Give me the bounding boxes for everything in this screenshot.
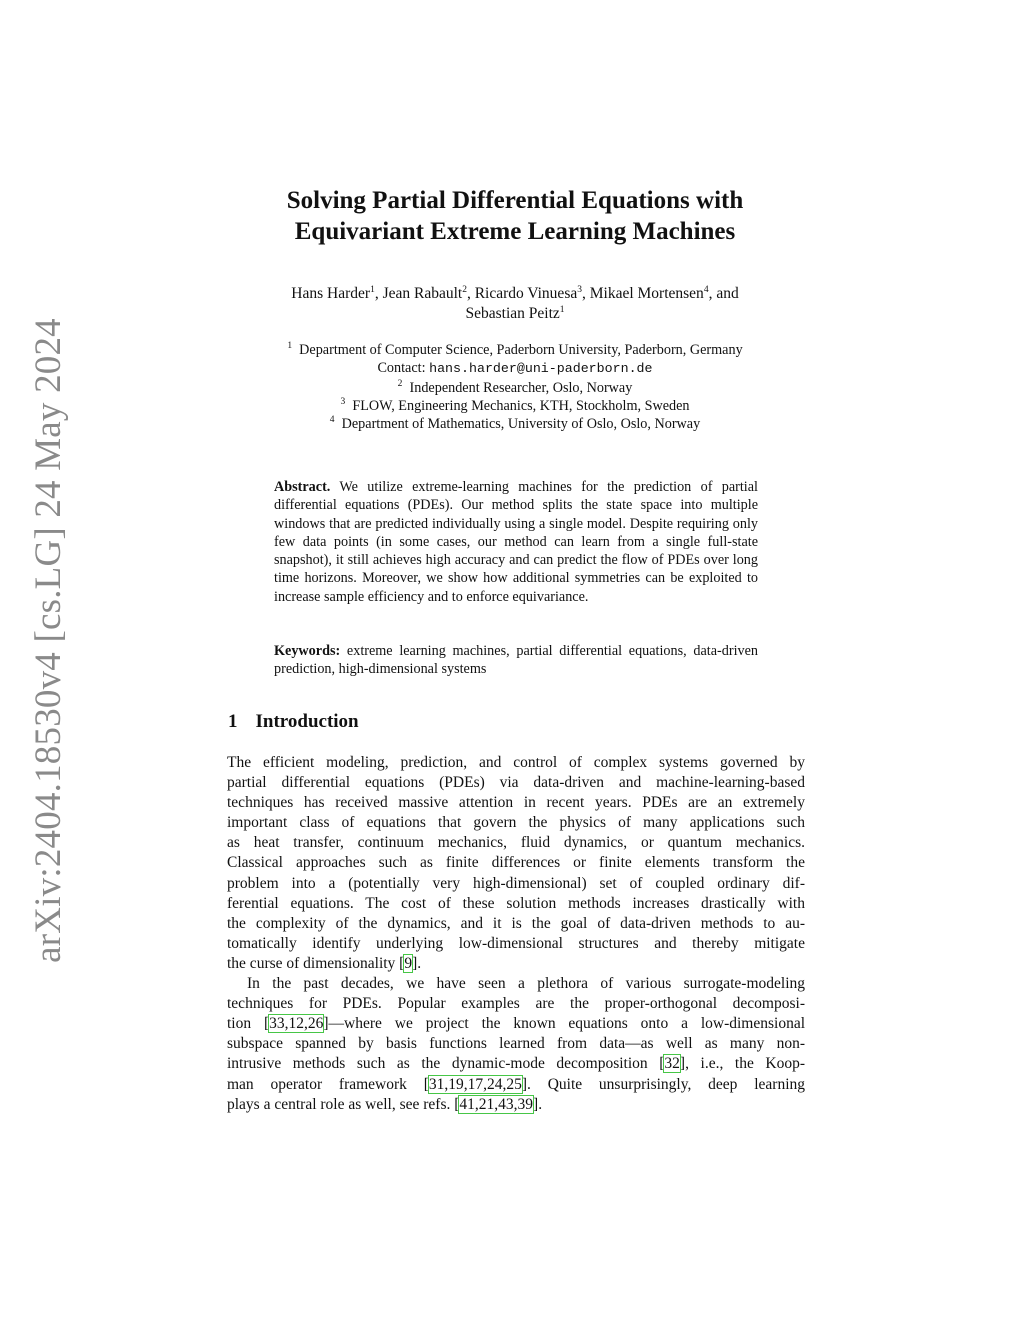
contact-label: Contact:: [377, 360, 430, 377]
author-name: Jean Rabault: [382, 285, 463, 302]
author-affil-mark: 3: [577, 285, 582, 295]
body-line: [227, 1054, 805, 1074]
body-text-run: ]. Quite unsurprisingly, deep learning: [521, 1075, 805, 1093]
body-line: [227, 1014, 805, 1034]
affiliation-text: Independent Researcher, Oslo, Norway: [409, 379, 633, 396]
author-affil-mark: 2: [462, 285, 467, 295]
body-text-run: tion [: [227, 1015, 270, 1033]
body-line: important class of equations that govern the physics of many applications such: [227, 814, 805, 832]
body-text-run: ].: [533, 1095, 543, 1113]
section-number: 1: [228, 711, 238, 732]
body-line: problem into a (potentially very high-dimensional) set of coupled ordinary dif-: [227, 874, 805, 892]
author-affil-mark: 1: [559, 305, 565, 315]
citation-link[interactable]: 9: [404, 954, 413, 972]
affiliation-4: [150, 415, 880, 433]
body-text-run: ]—where we project the known equations onto a low-dimensional: [323, 1015, 806, 1033]
affiliation-text: Department of Computer Science, Paderborn University, Paderborn, Germany: [299, 342, 743, 358]
body-line: the complexity of the dynamics, and it is the goal of data-driven methods to au-: [227, 914, 805, 932]
author-conjunction: , and: [708, 285, 739, 302]
body-line: [227, 1075, 805, 1095]
title-line-2: Equivariant Extreme Learning Machines: [294, 218, 736, 245]
body-text-run: man operator framework [: [227, 1075, 429, 1093]
abstract: [274, 478, 758, 606]
affiliation-text: Department of Mathematics, University of Oslo, Oslo, Norway: [341, 416, 701, 433]
affiliation-mark: 3: [340, 396, 346, 407]
body-line: techniques has received massive attention in recent years. PDEs are an extremely: [227, 794, 805, 812]
keywords-label: Keywords:: [274, 643, 341, 659]
author-line-2: [150, 304, 880, 324]
affiliation-1: [150, 341, 880, 359]
affiliation-text: FLOW, Engineering Mechanics, KTH, Stockholm, Sweden: [352, 397, 690, 414]
arxiv-side-stamp: [27, 317, 69, 963]
body-line: techniques for PDEs. Popular examples are the proper-orthogonal decomposi-: [227, 995, 805, 1013]
arxiv-identifier: arXiv:2404.18530v4 [cs.LG] 24 May 2024: [27, 317, 69, 963]
affiliation-2: [150, 379, 880, 397]
body-line: partial differential equations (PDEs) via data-driven and machine-learning-based: [227, 774, 805, 792]
citation-link[interactable]: 32: [664, 1055, 680, 1073]
affiliation-mark: 1: [287, 341, 293, 351]
citation-link[interactable]: 41,21,43,39: [459, 1095, 534, 1113]
affiliation-mark: 4: [329, 415, 335, 426]
affiliation-mark: 2: [397, 378, 403, 389]
body-line: tomatically identify underlying low-dimensional structures and thereby mitigate: [227, 934, 805, 952]
author-list: [150, 284, 880, 324]
section-title: Introduction: [255, 711, 359, 732]
author-affil-mark: 4: [703, 285, 709, 295]
body-text-run: ], i.e., the Koop-: [679, 1055, 805, 1073]
body-line: as heat transfer, continuum mechanics, fluid dynamics, or quantum mechanics.: [227, 834, 805, 852]
author-line-1: Hans Harder$^1$, Jean Rabault$^2$, Ricardo Vinuesa$^3$, Mikael Mortensen$^4$, and: [291, 285, 739, 302]
body-text-run: plays a central role as well, see refs. [: [227, 1095, 460, 1113]
body-line: The efficient modeling, prediction, and control of complex systems governed by: [227, 754, 805, 771]
citation-link[interactable]: 31,19,17,24,25: [428, 1075, 522, 1093]
citation-link[interactable]: 33,12,26: [269, 1015, 324, 1033]
body-line: ferential equations. The cost of these solution methods increases drastically with: [227, 894, 805, 912]
author-name: Hans Harder: [291, 285, 371, 302]
author-name: Sebastian Peitz: [465, 305, 560, 322]
body-line: subspace spanned by basis functions learned from data—as well as many non-: [227, 1035, 805, 1053]
body-text-run: the curse of dimensionality [: [227, 954, 405, 972]
affiliation-list: [150, 341, 880, 433]
abstract-text: We utilize extreme-learning machines for the prediction of partial differential equations (PDEs). Our method splits the state space into multiple windows that are predicted individually using a single model. Despite requiring only few data points (in some cases, our method can learn from a single full-state snapshot), it still achieves high accuracy and can predict the flow of PDEs over long time horizons. Moreover, we show how additional symmetries can be exploited to increase sample efficiency and to enforce equivariance.: [274, 479, 758, 605]
section-heading-introduction: [228, 711, 359, 733]
body-line: [227, 954, 805, 974]
body-line: In the past decades, we have seen a plethora of various surrogate-modeling: [247, 975, 805, 993]
contact-line: [150, 359, 880, 378]
author-name: Ricardo Vinuesa: [474, 285, 578, 302]
abstract-label: Abstract.: [274, 479, 331, 495]
introduction-body: [227, 753, 805, 1115]
title-line-1: Solving Partial Differential Equations with: [286, 187, 744, 214]
body-line: [227, 1095, 805, 1115]
body-text-run: ].: [412, 954, 422, 972]
body-text-run: intrusive methods such as the dynamic-mode decomposition [: [227, 1055, 665, 1073]
keywords: [274, 642, 758, 679]
author-affil-mark: 1: [370, 285, 375, 295]
paper-title: [150, 185, 880, 247]
body-line: Classical approaches such as finite differences or finite elements transform the: [227, 854, 805, 872]
contact-email[interactable]: hans.harder@uni-paderborn.de: [429, 361, 653, 377]
affiliation-3: [150, 397, 880, 415]
author-name: Mikael Mortensen: [589, 285, 704, 302]
keywords-text: extreme learning machines, partial differential equations, data-driven prediction, high-dimensional systems: [274, 643, 758, 678]
